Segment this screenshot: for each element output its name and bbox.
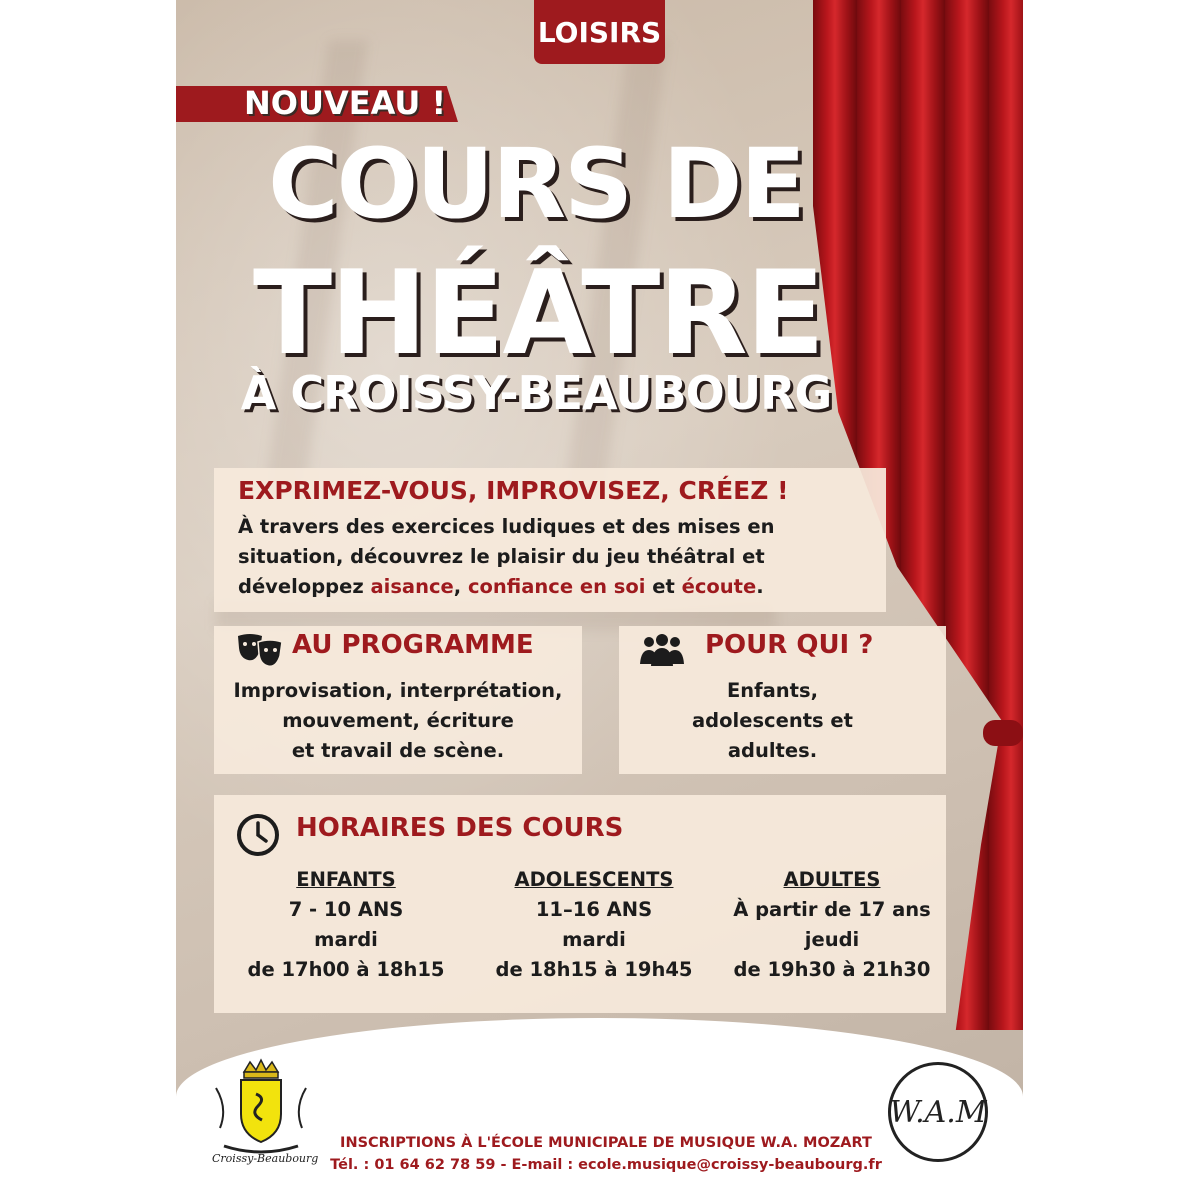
footer-contact: Tél. : 01 64 62 78 59 - E-mail : ecole.musique@croissy-beaubourg.fr (330, 1157, 882, 1173)
title-line-3: À CROISSY-BEAUBOURG (240, 366, 832, 420)
category-tab: LOISIRS (534, 0, 665, 64)
intro-text (238, 512, 878, 602)
theater-masks-icon (236, 632, 284, 668)
crest-caption: Croissy-Beaubourg (212, 1152, 319, 1165)
pour-qui-line: Enfants, (726, 679, 819, 702)
intro-box (214, 468, 886, 612)
programme-text (214, 676, 582, 766)
pour-qui-heading: POUR QUI ? (705, 630, 874, 660)
pour-qui-text (619, 676, 926, 766)
schedule-age: 11–16 ANS (535, 898, 653, 921)
group-icon (637, 634, 687, 668)
pour-qui-box (619, 626, 946, 774)
footer-inscriptions: INSCRIPTIONS À L'ÉCOLE MUNICIPALE DE MUSIQUE W.A. MOZART (340, 1135, 872, 1151)
intro-text-part: À travers des exercices ludiques et des mises en situation, découvrez le plaisir du jeu théâtral et développez (238, 515, 775, 598)
wam-logo: W.A.M (888, 1062, 988, 1162)
horaires-box (214, 795, 946, 1013)
intro-highlight: confiance en soi (467, 575, 646, 598)
schedule-column-adultes (712, 865, 952, 985)
title-line-2: THÉÂTRE (253, 246, 823, 381)
programme-line: Improvisation, interprétation, (233, 679, 563, 702)
poster (176, 0, 1023, 1201)
pour-qui-line: adolescents et (692, 709, 853, 732)
schedule-time: de 17h00 à 18h15 (247, 958, 445, 981)
schedule-day: mardi (562, 928, 626, 951)
programme-box (214, 626, 582, 774)
schedule-day: jeudi (804, 928, 860, 951)
nouveau-label: NOUVEAU ! (244, 84, 447, 122)
title-line-1: COURS DE (268, 128, 804, 240)
programme-heading: AU PROGRAMME (292, 630, 534, 660)
schedule-title: ADOLESCENTS (514, 868, 674, 891)
schedule-time: de 18h15 à 19h45 (495, 958, 693, 981)
schedule-column-adolescents (474, 865, 714, 985)
schedule-column-enfants (226, 865, 466, 985)
pour-qui-line: adultes. (727, 739, 818, 762)
intro-highlight: écoute (681, 575, 757, 598)
intro-text-part: et (645, 575, 682, 598)
schedule-title: ADULTES (783, 868, 881, 891)
horaires-heading: HORAIRES DES COURS (296, 813, 624, 843)
intro-text-part: , (453, 575, 468, 598)
schedule-time: de 19h30 à 21h30 (733, 958, 931, 981)
programme-line: et travail de scène. (291, 739, 505, 762)
schedule-age: 7 - 10 ANS (288, 898, 404, 921)
curtain-tie (983, 720, 1023, 746)
intro-heading: EXPRIMEZ-VOUS, IMPROVISEZ, CRÉEZ ! (238, 476, 789, 505)
schedule-day: mardi (314, 928, 378, 951)
intro-text-part: . (756, 575, 764, 598)
intro-highlight: aisance (370, 575, 454, 598)
clock-icon (236, 813, 280, 857)
programme-line: mouvement, écriture (282, 709, 514, 732)
schedule-age: À partir de 17 ans (733, 898, 931, 921)
schedule-title: ENFANTS (296, 868, 396, 891)
